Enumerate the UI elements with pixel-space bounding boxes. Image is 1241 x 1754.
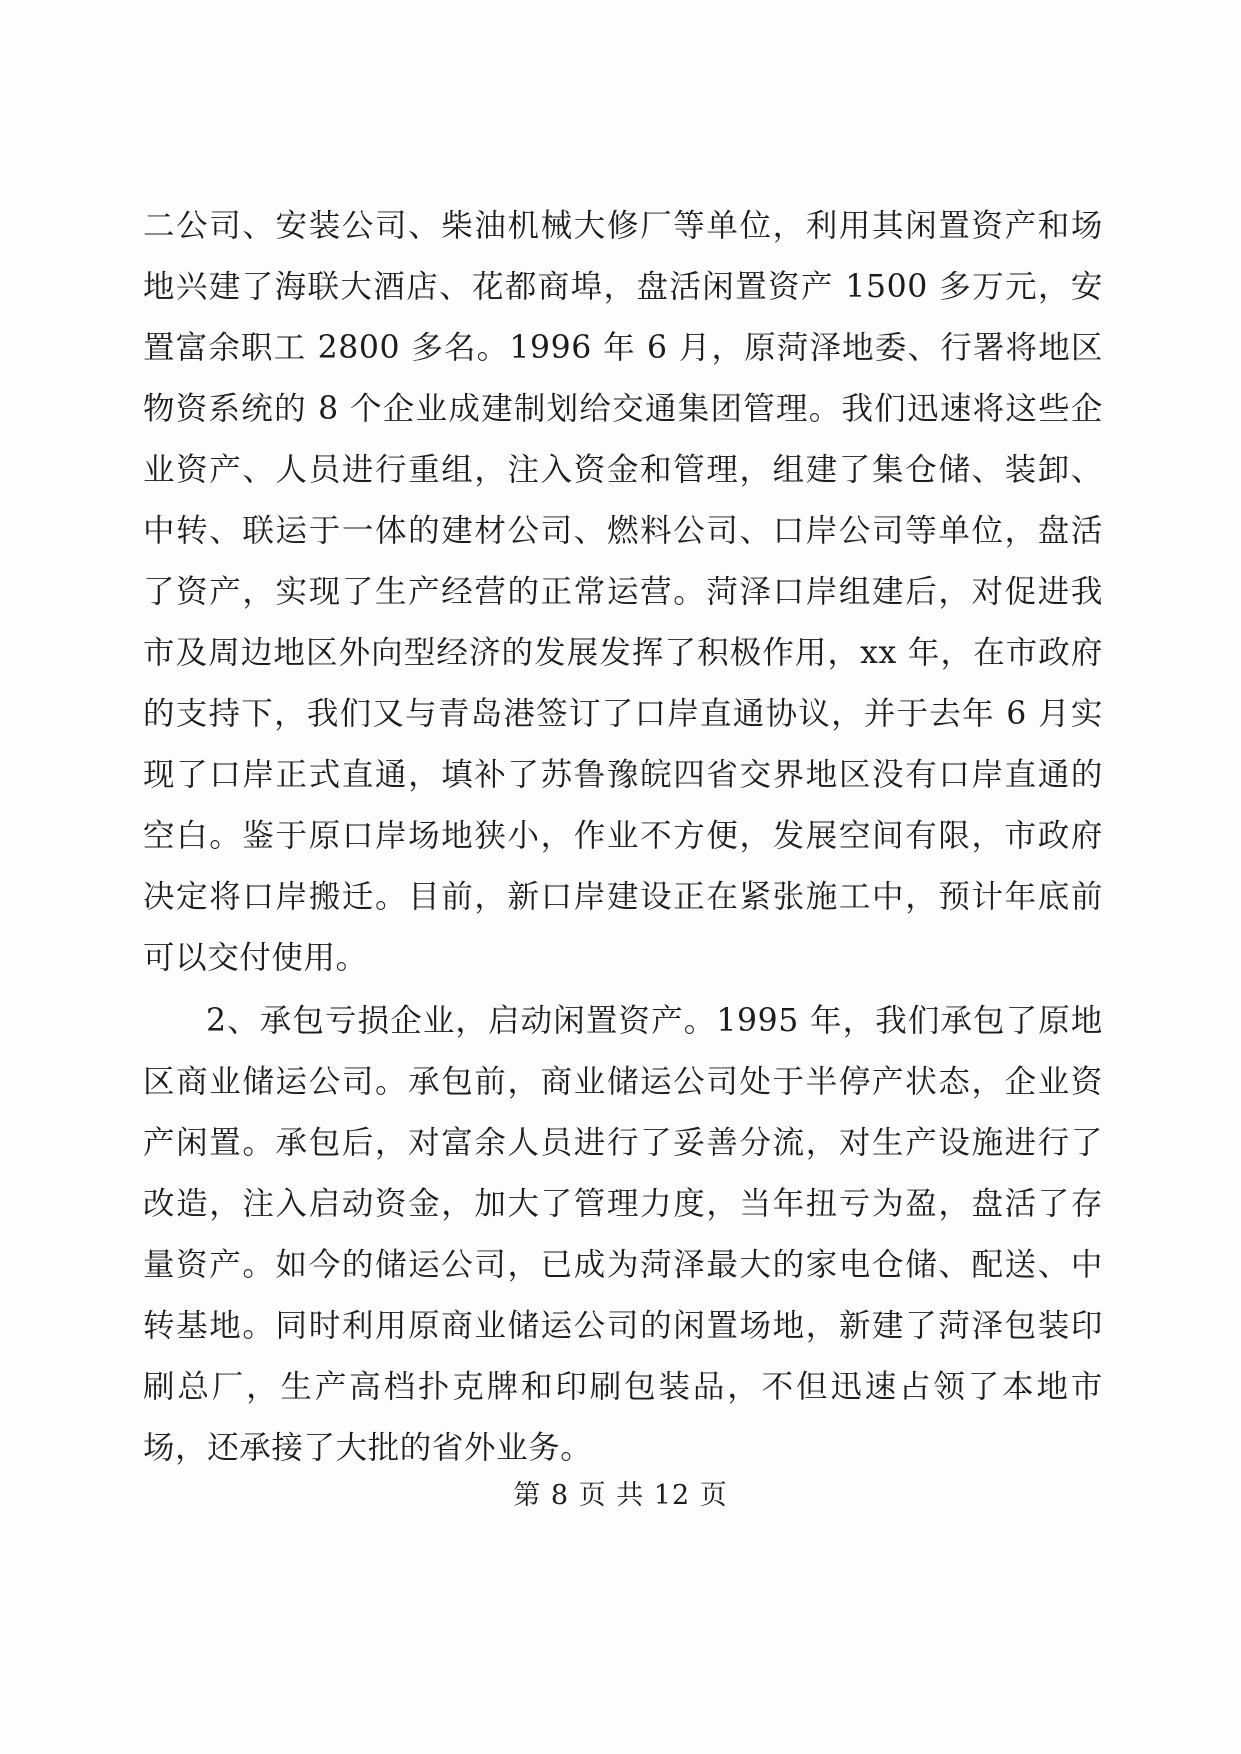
document-body [143,196,1103,1479]
paragraph-2: 2、承包亏损企业，启动闲置资产。1995 年，我们承包了原地区商业储运公司。承包前，商业储运公司处于半停产状态，企业资产闲置。承包后，对富余人员进行了妥善分流，对生产设施进行了改造，注入启动资金，加大了管理力度，当年扭亏为盈，盘活了存量资产。如今的储运公司，已成为菏泽最大的家电仓储、配送、中转基地。同时利用原商业储运公司的闲置场地，新建了菏泽包装印刷总厂，生产高档扑克牌和印刷包装品，不但迅速占领了本地市场，还承接了大批的省外业务。 [143,1003,1103,1466]
paragraph-1: 二公司、安装公司、柴油机械大修厂等单位，利用其闲置资产和场地兴建了海联大酒店、花都商埠，盘活闲置资产 1500 多万元，安置富余职工 2800 多名。1996 年 6 月，原菏泽地委、行署将地区物资系统的 8 个企业成建制划给交通集团管理。我们迅速将这些企业资产、人员进行重组，注入资金和管理，组建了集仓储、装卸、中转、联运于一体的建材公司、燃料公司、口岸公司等单位，盘活了资产，实现了生产经营的正常运营。菏泽口岸组建后，对促进我市及周边地区外向型经济的发展发挥了积极作用，xx 年，在市政府的支持下，我们又与青岛港签订了口岸直通协议，并于去年 6 月实现了口岸正式直通，填补了苏鲁豫皖四省交界地区没有口岸直通的空白。鉴于原口岸场地狭小，作业不方便，发展空间有限，市政府决定将口岸搬迁。目前，新口岸建设正在紧张施工中，预计年底前可以交付使用。 [143,208,1103,976]
page-footer: 第 8 页 共 12 页 [513,1480,728,1511]
